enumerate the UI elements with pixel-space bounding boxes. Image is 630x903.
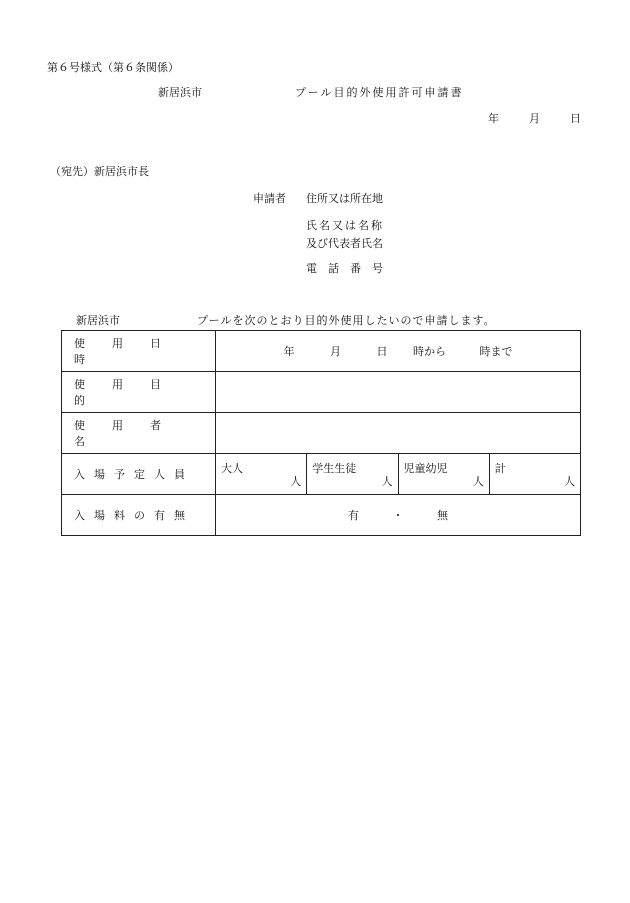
title-text: プール目的外使用許可申請書 <box>295 86 464 99</box>
children-caption: 児童幼児 <box>403 462 448 475</box>
children-unit: 人 <box>472 475 484 488</box>
attendance-adults-field[interactable] <box>216 454 307 494</box>
students-caption: 学生生徒 <box>312 462 357 475</box>
dt-until: 時まで <box>479 345 513 358</box>
row-use-datetime <box>62 331 581 372</box>
dt-from: 時から <box>413 345 446 358</box>
adults-caption: 大人 <box>221 462 243 475</box>
date-year: 年 <box>488 112 499 125</box>
label-cell <box>62 331 216 372</box>
title-city: 新居浜市 <box>158 86 202 99</box>
attendance-cell <box>216 454 581 495</box>
intro-text: プールを次のとおり目的外使用したいので申請します。 <box>197 314 496 327</box>
students-unit: 人 <box>381 475 393 488</box>
user-name-label: 使用者名 <box>74 419 188 448</box>
user-name-field[interactable] <box>216 413 581 454</box>
intro-city: 新居浜市 <box>76 314 120 327</box>
applicant-phone: 電話番号 <box>306 262 394 275</box>
row-attendance <box>62 454 581 495</box>
total-unit: 人 <box>564 475 575 488</box>
label-cell <box>62 495 216 536</box>
applicant-name-line1: 氏名又は名称 <box>306 219 384 232</box>
dt-month: 月 <box>330 345 341 358</box>
date-month: 月 <box>529 112 540 125</box>
row-admission-fee <box>62 495 581 536</box>
fee-no-option[interactable]: 無 <box>437 509 448 522</box>
applicant-name-line2: 及び代表者氏名 <box>306 237 383 250</box>
date-day: 日 <box>570 112 581 125</box>
label-cell <box>62 454 216 495</box>
dt-day: 日 <box>376 345 388 358</box>
label-cell <box>62 372 216 413</box>
dt-year: 年 <box>283 345 295 358</box>
row-use-purpose <box>62 372 581 413</box>
row-user-name <box>62 413 581 454</box>
attendance-label: 入場予定人員 <box>74 468 194 481</box>
admission-fee-label: 入場料の有無 <box>74 509 194 522</box>
addressee: （宛先）新居浜市長 <box>50 165 149 178</box>
use-purpose-label: 使用目的 <box>74 378 188 407</box>
use-purpose-field[interactable] <box>216 372 581 413</box>
fee-yes-option[interactable]: 有 <box>348 509 359 522</box>
label-cell <box>62 413 216 454</box>
total-caption: 計 <box>494 462 506 475</box>
adults-unit: 人 <box>290 475 302 488</box>
admission-fee-field <box>216 495 581 536</box>
attendance-children-field[interactable] <box>399 454 490 494</box>
attendance-total-field[interactable] <box>490 454 580 494</box>
fee-separator: ・ <box>392 509 404 522</box>
use-datetime-field[interactable] <box>216 331 581 372</box>
attendance-students-field[interactable] <box>307 454 398 494</box>
use-datetime-label: 使用日時 <box>74 337 188 366</box>
applicant-address: 住所又は所在地 <box>306 192 383 205</box>
application-table <box>61 330 581 536</box>
applicant-label: 申請者 <box>253 192 286 205</box>
form-number: 第６号様式（第６条関係） <box>47 61 179 74</box>
